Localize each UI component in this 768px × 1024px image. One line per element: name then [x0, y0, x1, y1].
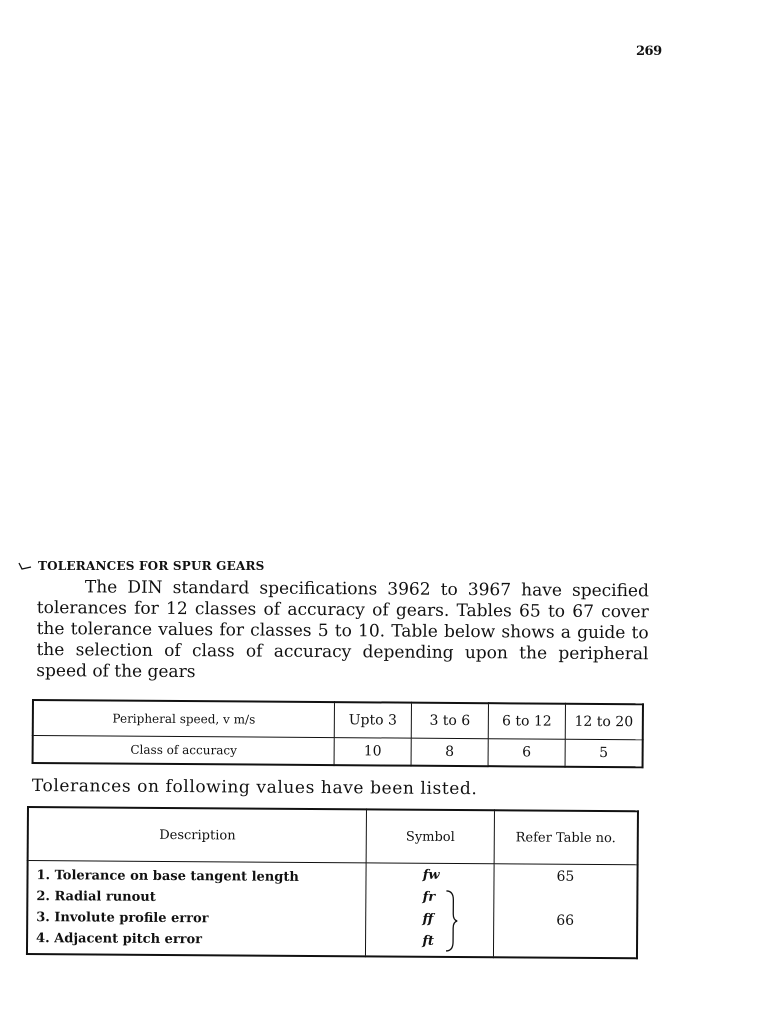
description-cell — [27, 861, 366, 957]
symbol-fw: fw — [422, 867, 440, 883]
refer-cell — [493, 864, 637, 959]
refer-value: 65 — [556, 868, 575, 885]
section-title: TOLERANCES FOR SPUR GEARS — [38, 559, 265, 573]
class-row-label: Class of accuracy — [33, 736, 335, 766]
page-number: 269 — [636, 44, 662, 59]
tolerance-table — [26, 806, 639, 959]
refer-value: 66 — [556, 912, 575, 929]
table-row — [27, 861, 638, 959]
description-list — [28, 861, 366, 955]
speed-accuracy-table — [32, 699, 644, 768]
speed-value: 12 to 20 — [565, 704, 643, 740]
symbol-cell — [366, 863, 494, 957]
speed-value: 3 to 6 — [411, 703, 488, 739]
class-value: 10 — [334, 738, 411, 766]
list-item: 4. Adjacent pitch error — [36, 931, 203, 948]
header-symbol: Symbol — [366, 809, 494, 863]
list-item: 2. Radial runout — [36, 889, 156, 905]
class-value: 5 — [565, 739, 643, 767]
speed-value: 6 to 12 — [488, 703, 565, 739]
speed-row-label: Peripheral speed, v m/s — [33, 700, 335, 738]
symbol-ft: ft — [422, 933, 435, 949]
paragraph-text: The DIN standard specifications 3962 to 3967 have specified tolerances for 12 classes of accuracy of gears. Tables 65 to 67 cover the tolerance values for classes 5 to 10. Table below shows a guide to the selection of class of accuracy depending upon the peripheral speed of the gears — [36, 577, 649, 683]
body-paragraph — [36, 577, 649, 686]
brace-icon — [444, 890, 458, 952]
list-item: 1. Tolerance on base tangent length — [36, 868, 299, 885]
list-item: 3. Involute profile error — [36, 910, 209, 927]
check-mark-icon — [18, 558, 32, 572]
header-description: Description — [28, 807, 367, 863]
table-row — [33, 736, 643, 768]
speed-value: Upto 3 — [334, 702, 411, 738]
table-header-row — [28, 807, 638, 865]
table-row — [33, 700, 643, 740]
header-refer: Refer Table no. — [494, 810, 638, 865]
list-intro: Tolerances on following values have been listed. — [31, 776, 478, 800]
class-value: 8 — [411, 738, 488, 766]
symbol-fr: fr — [422, 889, 436, 905]
symbol-ff: ff — [422, 911, 434, 927]
class-value: 6 — [488, 739, 565, 767]
